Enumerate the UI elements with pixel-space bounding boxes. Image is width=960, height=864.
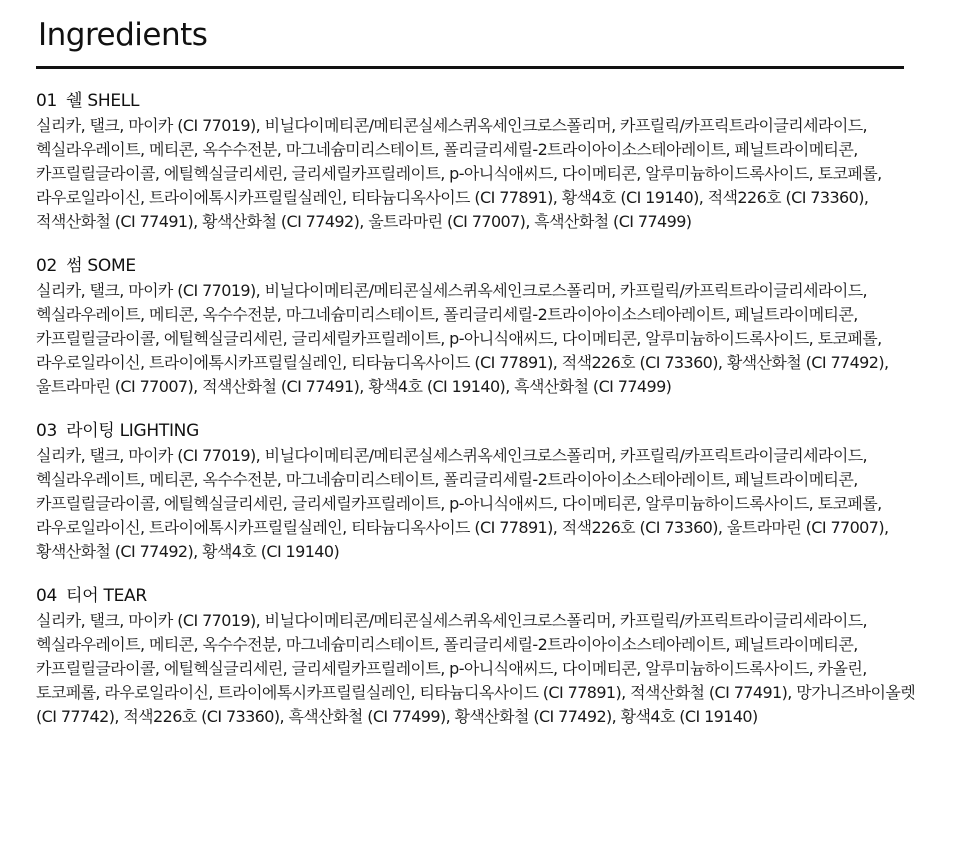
title-divider xyxy=(36,66,904,69)
section-heading xyxy=(36,89,926,113)
ingredient-sections xyxy=(36,89,926,729)
page-title: Ingredients xyxy=(38,17,208,53)
section-number: 03 xyxy=(36,421,58,441)
ingredient-list: 실리카, 탤크, 마이카 (CI 77019), 비닐다이메티콘/메티콘실세스퀴옥세인크로스폴리머, 카프릴릭/카프릭트라이글리세라이드, 헥실라우레이트, 메티콘, 옥수수전분, 마그네슘미리스테이트, 폴리글리세릴-2트라이아이소스테아레이트, 페닐트라이메티콘, 카프릴릴글라이콜, 에틸헥실글리세린, 글리세릴카프릴레이트, p-아니식애씨드, 다이메티콘, 알루미늄하이드록사이드, 토코페롤, 라우로일라이신, 트라이에톡시카프릴릴실레인, 티타늄디옥사이드 (CI 77891), 적색226호 (CI 73360), 울트라마린 (CI 77007), 황색산화철 (CI 77492), 황색4호 (CI 19140) xyxy=(36,446,889,561)
section-heading xyxy=(36,254,926,278)
section-heading xyxy=(36,419,926,443)
section-name: 티어 TEAR xyxy=(66,586,147,606)
ingredient-list: 실리카, 탤크, 마이카 (CI 77019), 비닐다이메티콘/메티콘실세스퀴옥세인크로스폴리머, 카프릴릭/카프릭트라이글리세라이드, 헥실라우레이트, 메티콘, 옥수수전분, 마그네슘미리스테이트, 폴리글리세릴-2트라이아이소스테아레이트, 페닐트라이메티콘, 카프릴릴글라이콜, 에틸헥실글리세린, 글리세릴카프릴레이트, p-아니식애씨드, 다이메티콘, 알루미늄하이드록사이드, 토코페롤, 라우로일라이신, 트라이에톡시카프릴릴실레인, 티타늄디옥사이드 (CI 77891), 적색226호 (CI 73360), 황색산화철 (CI 77492), 울트라마린 (CI 77007), 적색산화철 (CI 77491), 황색4호 (CI 19140), 흑색산화철 (CI 77499) xyxy=(36,281,889,396)
ingredient-list: 실리카, 탤크, 마이카 (CI 77019), 비닐다이메티콘/메티콘실세스퀴옥세인크로스폴리머, 카프릴릭/카프릭트라이글리세라이드, 헥실라우레이트, 메티콘, 옥수수전분, 마그네슘미리스테이트, 폴리글리세릴-2트라이아이소스테아레이트, 페닐트라이메티콘, 카프릴릴글라이콜, 에틸헥실글리세린, 글리세릴카프릴레이트, p-아니식애씨드, 다이메티콘, 알루미늄하이드록사이드, 토코페롤, 라우로일라이신, 트라이에톡시카프릴릴실레인, 티타늄디옥사이드 (CI 77891), 황색4호 (CI 19140), 적색226호 (CI 73360), 적색산화철 (CI 77491), 황색산화철 (CI 77492), 울트라마린 (CI 77007), 흑색산화철 (CI 77499) xyxy=(36,116,882,231)
section-number: 04 xyxy=(36,586,58,606)
ingredient-section-lighting xyxy=(36,419,926,564)
section-number: 02 xyxy=(36,256,58,276)
ingredient-list: 실리카, 탤크, 마이카 (CI 77019), 비닐다이메티콘/메티콘실세스퀴옥세인크로스폴리머, 카프릴릭/카프릭트라이글리세라이드, 헥실라우레이트, 메티콘, 옥수수전분, 마그네슘미리스테이트, 폴리글리세릴-2트라이아이소스테아레이트, 페닐트라이메티콘, 카프릴릴글라이콜, 에틸헥실글리세린, 글리세릴카프릴레이트, p-아니식애씨드, 다이메티콘, 알루미늄하이드록사이드, 카올린, 토코페롤, 라우로일라이신, 트라이에톡시카프릴릴실레인, 티타늄디옥사이드 (CI 77891), 적색산화철 (CI 77491), 망가니즈바이올렛 (CI 77742), 적색226호 (CI 73360), 흑색산화철 (CI 77499), 황색산화철 (CI 77492), 황색4호 (CI 19140) xyxy=(36,611,916,726)
section-number: 01 xyxy=(36,91,58,111)
section-heading xyxy=(36,584,926,608)
section-name: 쉘 SHELL xyxy=(66,91,140,111)
section-name: 썸 SOME xyxy=(66,256,136,276)
section-name: 라이팅 LIGHTING xyxy=(66,421,199,441)
ingredient-section-some xyxy=(36,254,926,399)
ingredient-section-tear xyxy=(36,584,926,729)
ingredient-section-shell xyxy=(36,89,926,234)
